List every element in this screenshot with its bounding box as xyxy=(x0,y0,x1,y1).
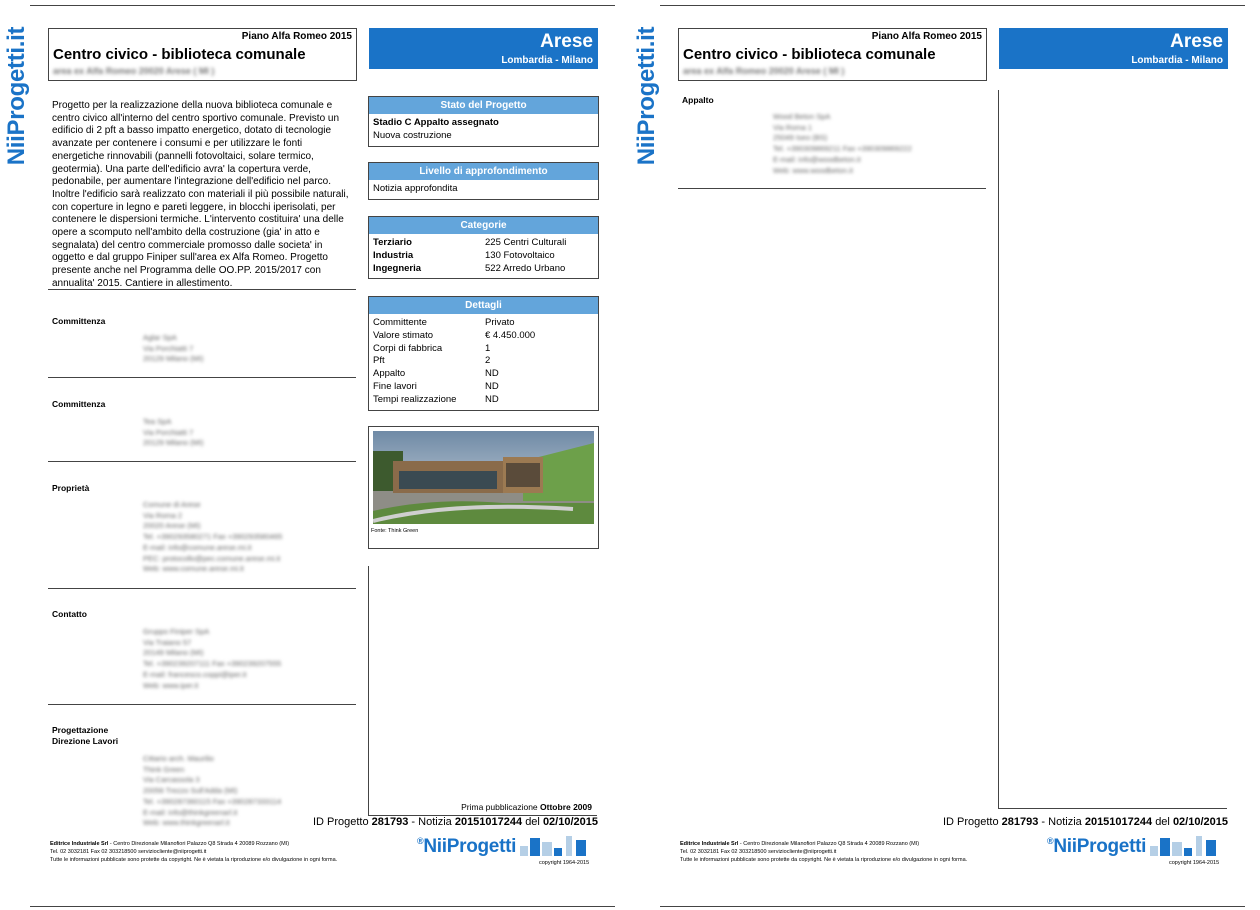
stadio-value: Stadio C Appalto assegnato xyxy=(373,117,499,128)
detail-row: Valore stimato € 4.450.000 xyxy=(373,329,536,341)
section-proprieta xyxy=(52,483,356,494)
section-committenza-2 xyxy=(52,399,356,410)
photo-panel xyxy=(368,426,599,549)
niiprogetti-logo: ®NiiProgetti xyxy=(1047,836,1147,857)
section-label: Appalto xyxy=(682,95,714,105)
panel-header: Stato del Progetto xyxy=(369,97,598,114)
project-title-box xyxy=(48,28,357,81)
progettazione-details: Cittario arch. Maurilio Think Green Via Carcassola 3 20056 Trezzo Sull'Adda (MI) Tel. +390287360115 Fax +390287333114 E-mail: info@thinkgreenarl.it Web: www.thinkgreenarl.it xyxy=(143,754,282,828)
divider xyxy=(48,289,356,290)
project-address: area ex Alfa Romeo 20020 Arese ( MI ) xyxy=(683,66,845,76)
dettagli-panel xyxy=(368,296,599,411)
city-box xyxy=(369,28,598,69)
committenza-1-details: Aglar SpA Via Porchiatti 7 20129 Milano (MI) xyxy=(143,333,204,364)
appalto-details: Wood Beton SpA Via Roma 1 25049 Iseo (BS) Tel. +390309869211 Fax +390309869222 E-mail: info@woodbeton.it Web: www.woodbeton.it xyxy=(773,112,912,175)
tipo-value: Nuova costruzione xyxy=(373,129,452,141)
skyline-logo-icon xyxy=(1150,834,1220,856)
divider xyxy=(678,188,986,189)
city-name: Arese xyxy=(1170,31,1223,52)
city-box xyxy=(999,28,1228,69)
project-address: area ex Alfa Romeo 20020 Arese ( MI ) xyxy=(53,66,215,76)
copyright-text: copyright 1964-2015 xyxy=(539,860,590,866)
divider xyxy=(48,377,356,378)
region-name: Lombardia - Milano xyxy=(1131,55,1223,66)
project-title-box xyxy=(678,28,987,81)
city-name: Arese xyxy=(540,31,593,52)
project-title: Centro civico - biblioteca comunale xyxy=(53,46,306,63)
detail-row: Committente Privato xyxy=(373,317,515,328)
detail-row: Fine lavori ND xyxy=(373,380,499,392)
photo-caption: Fonte: Think Green xyxy=(371,528,419,534)
section-contatto xyxy=(52,609,356,620)
section-progettazione xyxy=(52,725,356,747)
category-row: Ingegneria 522 Arredo Urbano xyxy=(373,262,566,274)
livello-value: Notizia approfondita xyxy=(373,183,458,194)
panel-header: Categorie xyxy=(369,217,598,234)
program-name: Piano Alfa Romeo 2015 xyxy=(871,31,982,42)
brand-vertical-logo: NiiProgetti.it xyxy=(3,26,30,166)
skyline-logo-icon xyxy=(520,834,590,856)
footer-company-info: Editrice Industriale Srl - Centro Direzionale Milanofiori Palazzo Q8 Strada 4 20089 Rozzano (MI) Tel. 02 3032181 Fax 02 303218500 serviziocliente@niiprogetti.it Tutte le informazioni pubblicate sono protette da copyright. Ne è vietata la riproduzione e/o divulgazione in ogni forma. xyxy=(50,841,338,863)
column-rule xyxy=(998,90,999,808)
committenza-2-details: Tea SpA Via Porchiatti 7 20129 Milano (MI) xyxy=(143,417,204,448)
detail-row: Tempi realizzazione ND xyxy=(373,393,499,405)
livello-panel xyxy=(368,162,599,200)
brand-vertical-logo: NiiProgetti.it xyxy=(633,26,660,166)
column-rule xyxy=(368,566,369,815)
divider xyxy=(48,461,356,462)
page2-bottom-rule xyxy=(660,906,1245,907)
region-name: Lombardia - Milano xyxy=(501,55,593,66)
footer-company-info: Editrice Industriale Srl - Centro Direzionale Milanofiori Palazzo Q8 Strada 4 20089 Rozzano (MI) Tel. 02 3032181 Fax 02 303218500 serviziocliente@niiprogetti.it Tutte le informazioni pubblicate sono protette da copyright. Ne è vietata la riproduzione e/o divulgazione in ogni forma. xyxy=(680,841,968,863)
categorie-panel xyxy=(368,216,599,279)
divider xyxy=(48,704,356,705)
column-bottom-rule xyxy=(998,808,1227,809)
page1-top-rule xyxy=(30,5,615,6)
panel-header: Livello di approfondimento xyxy=(369,163,598,180)
page2-top-rule xyxy=(660,5,1245,6)
detail-row: Appalto ND xyxy=(373,368,499,380)
program-name: Piano Alfa Romeo 2015 xyxy=(241,31,352,42)
divider xyxy=(48,588,356,589)
project-rendering-image xyxy=(373,431,594,524)
copyright-text: copyright 1964-2015 xyxy=(1169,860,1220,866)
stato-panel xyxy=(368,96,599,147)
proprieta-details: Comune di Arese Via Roma 2 20020 Arese (MI) Tel. +390293580271 Fax +390293580465 E-mail: info@comune.arese.mi.it PEC: protocollo@pec.comune.arese.mi.it Web: www.comune.arese.mi.it xyxy=(143,500,283,574)
section-label: Progettazione Direzione Lavori xyxy=(52,725,119,746)
project-id-line: ID Progetto 281793 - Notizia 20151017244 del 02/10/2015 xyxy=(312,816,598,828)
section-label: Contatto xyxy=(52,609,87,619)
prima-pubblicazione: Prima pubblicazione Ottobre 2009 xyxy=(461,802,592,812)
section-label: Committenza xyxy=(52,399,106,409)
detail-row: Corpi di fabbrica 1 xyxy=(373,342,491,354)
project-id-line: ID Progetto 281793 - Notizia 20151017244 del 02/10/2015 xyxy=(942,816,1228,828)
detail-row: Pft 2 xyxy=(373,355,491,367)
section-label: Proprietà xyxy=(52,483,90,493)
contatto-details: Gruppo Finiper SpA Via Traiano 57 20149 Milano (MI) Tel. +390239207111 Fax +390239207555 E-mail: francesco.coppi@iper.it Web: www.iper.it xyxy=(143,627,282,690)
niiprogetti-logo: ®NiiProgetti xyxy=(417,836,517,857)
panel-header: Dettagli xyxy=(369,297,598,314)
project-description: Progetto per la realizzazione della nuova biblioteca comunale e centro civico all'interno del centro sportivo comunale. Previsto un edificio di 2 pft a basso impatto energetico, dotato di tecnologie avanzate per contenere i consumi e per utilizzare le fonti energetiche rinnovabili (pannelli fotovoltaici, solare termico, geotermia). Una parte dell'edificio avra' la copertura verde, pedonabile, per aumentare l'integrazione dell'edificio nel parco. Inoltre l'edificio sarà realizzato con materiali il più possibile naturali, con coperture in legno e pareti leggere, in blocchi iperisolati, per contenere le dispersioni termiche. L'intervento costituira' una delle opere a scomputo nell'ambito della costruzione (gia' in atto e segnalata) del centro commerciale promosso dalle societa' in oggetto e dal gruppo Finiper sull'area ex Alfa Romeo. Progetto presente anche nel Programma delle OO.PP. 2015/2017 con annualita' 2015. Cantiere in allestimento. xyxy=(52,100,349,289)
category-row: Industria 130 Fotovoltaico xyxy=(373,249,555,261)
category-row: Terziario 225 Centri Culturali xyxy=(373,237,567,248)
section-committenza-1 xyxy=(52,316,356,327)
section-appalto xyxy=(682,95,986,106)
section-label: Committenza xyxy=(52,316,106,326)
project-title: Centro civico - biblioteca comunale xyxy=(683,46,936,63)
page1-bottom-rule xyxy=(30,906,615,907)
